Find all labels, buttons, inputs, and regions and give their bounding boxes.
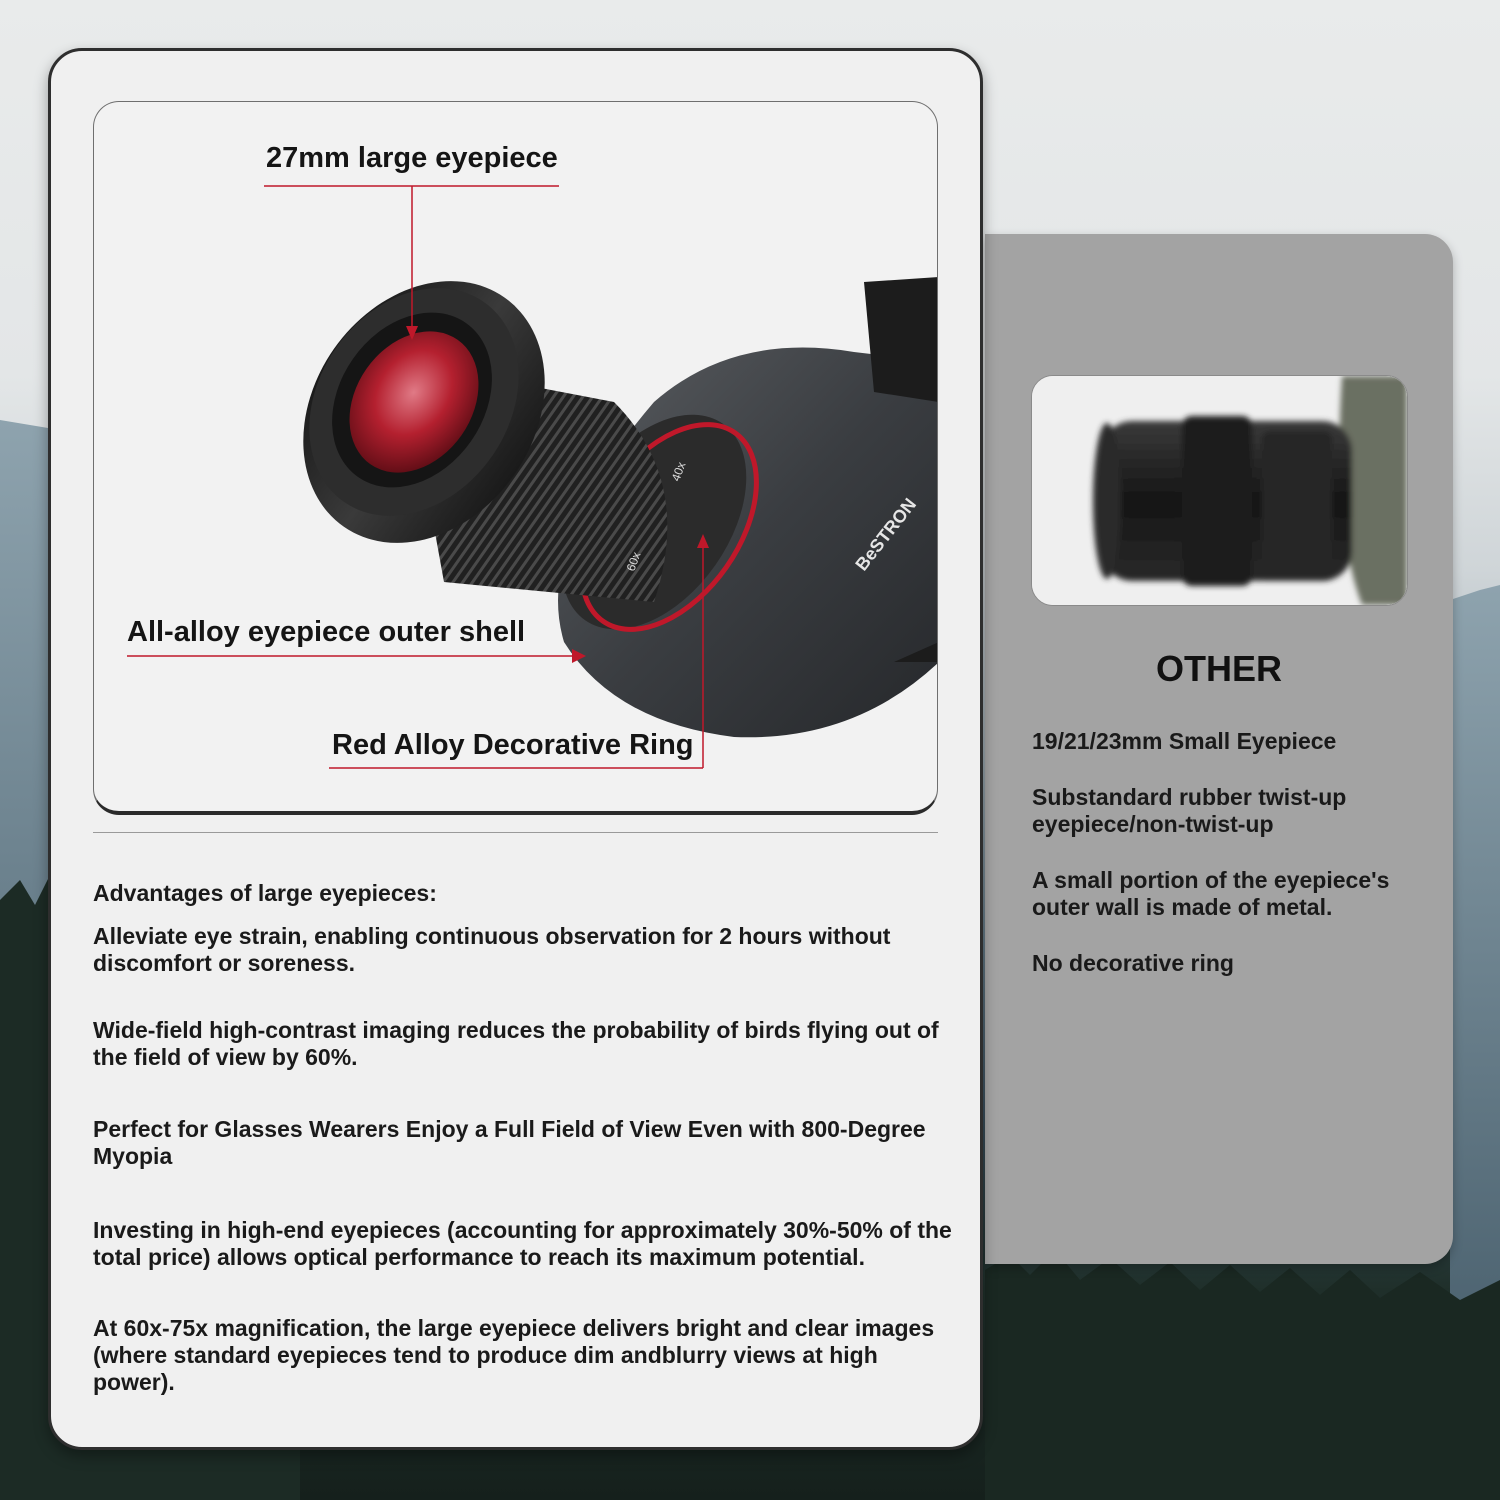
other-item-eyepiece-size: 19/21/23mm Small Eyepiece — [1032, 728, 1337, 754]
other-feature-list — [1032, 728, 1432, 1006]
advantage-item: At 60x-75x magnification, the large eyepiece delivers bright and clear images (where standard eyepieces tend to produce dim andblurry views at high power). — [93, 1315, 935, 1395]
callout-leader-shell — [127, 649, 586, 663]
advantage-item: Perfect for Glasses Wearers Enjoy a Full Field of View Even with 800-Degree Myopia — [93, 1116, 926, 1169]
advantages-heading: Advantages of large eyepieces: — [93, 880, 437, 906]
other-eyepiece-photo — [1031, 375, 1408, 606]
zoom-mark-40x: 40x — [668, 460, 689, 484]
callout-red-ring: Red Alloy Decorative Ring — [332, 729, 694, 761]
scope-eyepiece-illustration — [94, 102, 938, 815]
other-item-no-ring: No decorative ring — [1032, 950, 1234, 976]
advantage-item: Wide-field high-contrast imaging reduces the probability of birds flying out of the field of view by 60%. — [93, 1017, 939, 1070]
other-item-outer-wall: A small portion of the eyepiece's outer wall is made of metal. — [1032, 867, 1390, 920]
other-title: OTHER — [1156, 648, 1282, 689]
callout-large-eyepiece: 27mm large eyepiece — [266, 142, 558, 174]
advantage-item: Alleviate eye strain, enabling continuous observation for 2 hours without discomfort or soreness. — [93, 923, 891, 976]
zoom-mark-60x: 60x — [623, 550, 644, 574]
eyepiece-photo-frame — [93, 101, 938, 815]
brand-label: BeSTRON — [851, 494, 921, 575]
advantage-item: Investing in high-end eyepieces (accounting for approximately 30%-50% of the total price) allows optical performance to reach its maximum potential. — [93, 1217, 952, 1270]
small-eyepiece-image — [1032, 376, 1407, 605]
other-item-rubber-twist: Substandard rubber twist-up eyepiece/non-twist-up — [1032, 784, 1347, 837]
section-divider — [93, 832, 938, 833]
callout-alloy-shell: All-alloy eyepiece outer shell — [127, 616, 526, 648]
